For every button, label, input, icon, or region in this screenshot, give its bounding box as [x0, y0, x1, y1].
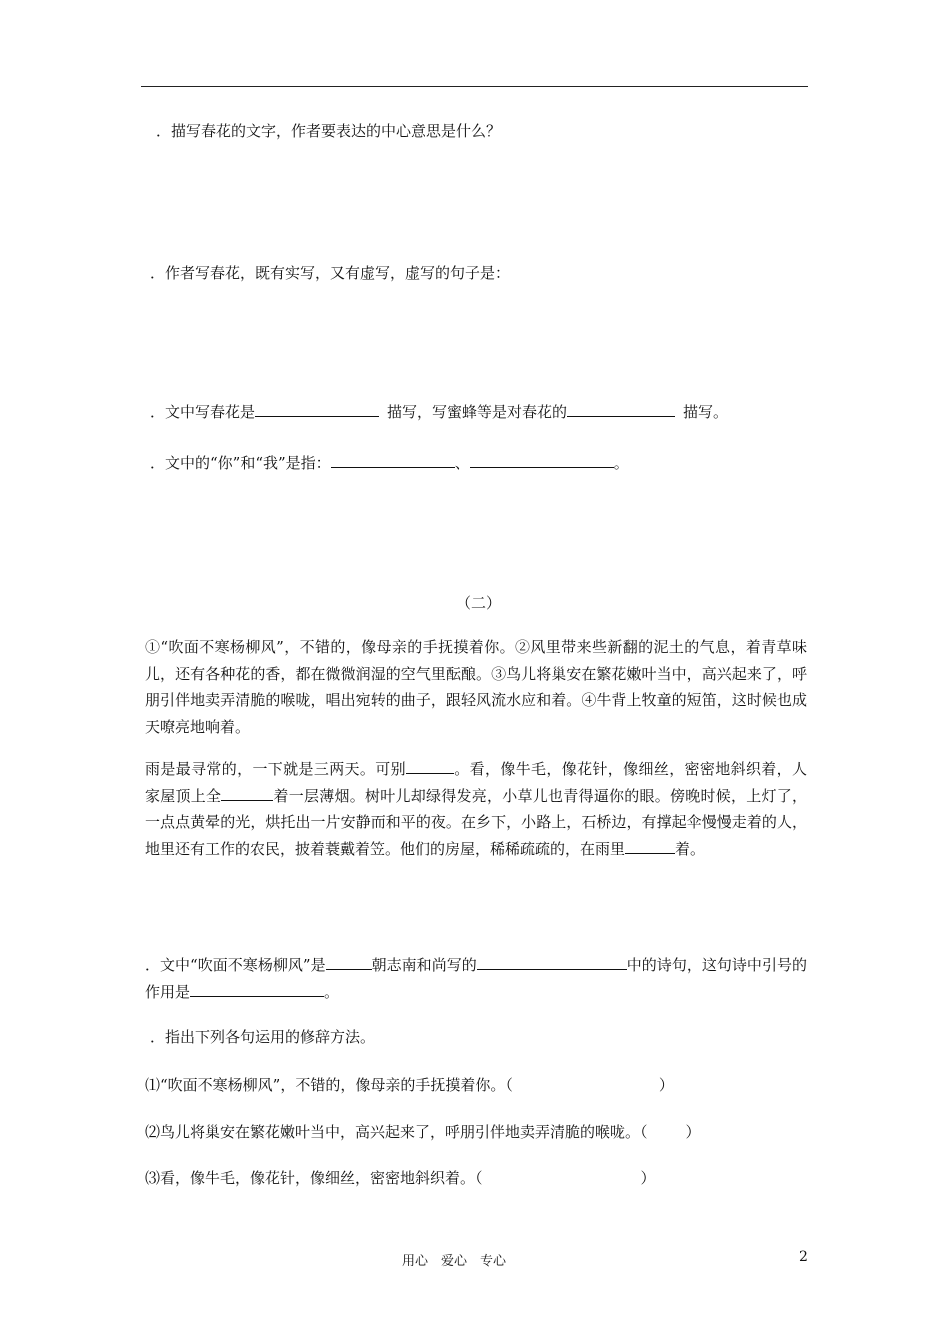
answer-blank[interactable]	[406, 759, 454, 774]
question-1: ．描写春花的文字，作者要表达的中心意思是什么？	[156, 122, 502, 140]
question-5-part: 。	[324, 982, 340, 1001]
answer-blank[interactable]	[190, 982, 324, 997]
close-paren: ）	[658, 1076, 674, 1094]
sub-question-2	[145, 1121, 701, 1142]
close-paren: ）	[685, 1123, 701, 1141]
sub-question-3	[145, 1167, 656, 1188]
question-3-prefix: ．文中写春花是	[150, 403, 256, 421]
sub-question-1-text: ⑴“吹面不寒杨柳风”，不错的，像母亲的手抚摸着你。（	[145, 1076, 513, 1094]
passage-2-part: 雨是最寻常的，一下就是三两天。可别	[145, 760, 406, 778]
passage-1	[145, 634, 807, 740]
question-2: ．作者写春花，既有实写，又有虚写，虚写的句子是：	[150, 264, 511, 282]
passage-1-text: ①“吹面不寒杨柳风”，不错的，像母亲的手抚摸着你。②风里带来些新翻的泥土的气息，着青草味儿，还有各种花的香，都在微微润湿的空气里酝酿。③鸟儿将巢安在繁花嫩叶当中，高兴起来了，呼朋引伴地卖弄清脆的喉咙，唱出宛转的曲子，跟轻风流水应和着。④牛背上牧童的短笛，这时候也成天嘹亮地响着。	[145, 638, 807, 736]
passage-2-part: 。看，像牛毛，像花针，像细丝，密密地斜织着，人家屋顶上全	[145, 760, 807, 805]
question-5-part: 朝志南和尚写的	[371, 956, 477, 974]
question-3-mid: 描写，写蜜蜂等是对春花的	[387, 403, 568, 421]
passage-2	[145, 756, 807, 862]
answer-blank[interactable]	[331, 453, 455, 468]
passage-2-text	[145, 756, 807, 862]
sub-question-1	[145, 1074, 674, 1095]
question-4	[150, 452, 629, 473]
answer-blank[interactable]	[255, 402, 379, 417]
passage-2-part: 着一层薄烟。树叶儿却绿得发亮，小草儿也青得逼你的眼。傍晚时候，上灯了，一点点黄晕的光，烘托出一片安静而和平的夜。在乡下，小路上，石桥边，有撑起伞慢慢走着的人，地里还有工作的农民，披着蓑戴着笠。他们的房屋，稀稀疏疏的，在雨里	[145, 786, 807, 858]
sub-question-2-text: ⑵鸟儿将巢安在繁花嫩叶当中，高兴起来了，呼朋引伴地卖弄清脆的喉咙。（	[145, 1123, 648, 1141]
answer-blank[interactable]	[221, 786, 273, 801]
question-4-sep: 、	[454, 454, 470, 472]
question-4-prefix: ．文中的“你”和“我”是指：	[150, 454, 331, 472]
header-rule	[141, 86, 808, 87]
close-paren: ）	[640, 1169, 656, 1187]
page-number: 2	[799, 1249, 808, 1265]
question-5-part: 中的诗句，这句诗中引号的作用是	[145, 956, 807, 1001]
question-5	[145, 952, 807, 1005]
question-3	[150, 401, 728, 422]
answer-blank[interactable]	[625, 839, 675, 854]
section-title: （二）	[456, 594, 502, 612]
question-5-text	[145, 952, 807, 1005]
question-5-part: ．文中“吹面不寒杨柳风”是	[145, 956, 326, 974]
question-4-suffix: 。	[613, 454, 629, 472]
answer-blank[interactable]	[326, 955, 372, 970]
answer-blank[interactable]	[567, 402, 675, 417]
answer-blank[interactable]	[477, 955, 627, 970]
sub-question-3-text: ⑶看，像牛毛，像花针，像细丝，密密地斜织着。（	[145, 1169, 483, 1187]
passage-2-part: 着。	[675, 839, 706, 858]
answer-blank[interactable]	[470, 453, 614, 468]
question-3-suffix: 描写。	[683, 403, 729, 421]
page-footer: 用心 爱心 专心	[402, 1254, 507, 1269]
question-6: ．指出下列各句运用的修辞方法。	[150, 1028, 376, 1046]
